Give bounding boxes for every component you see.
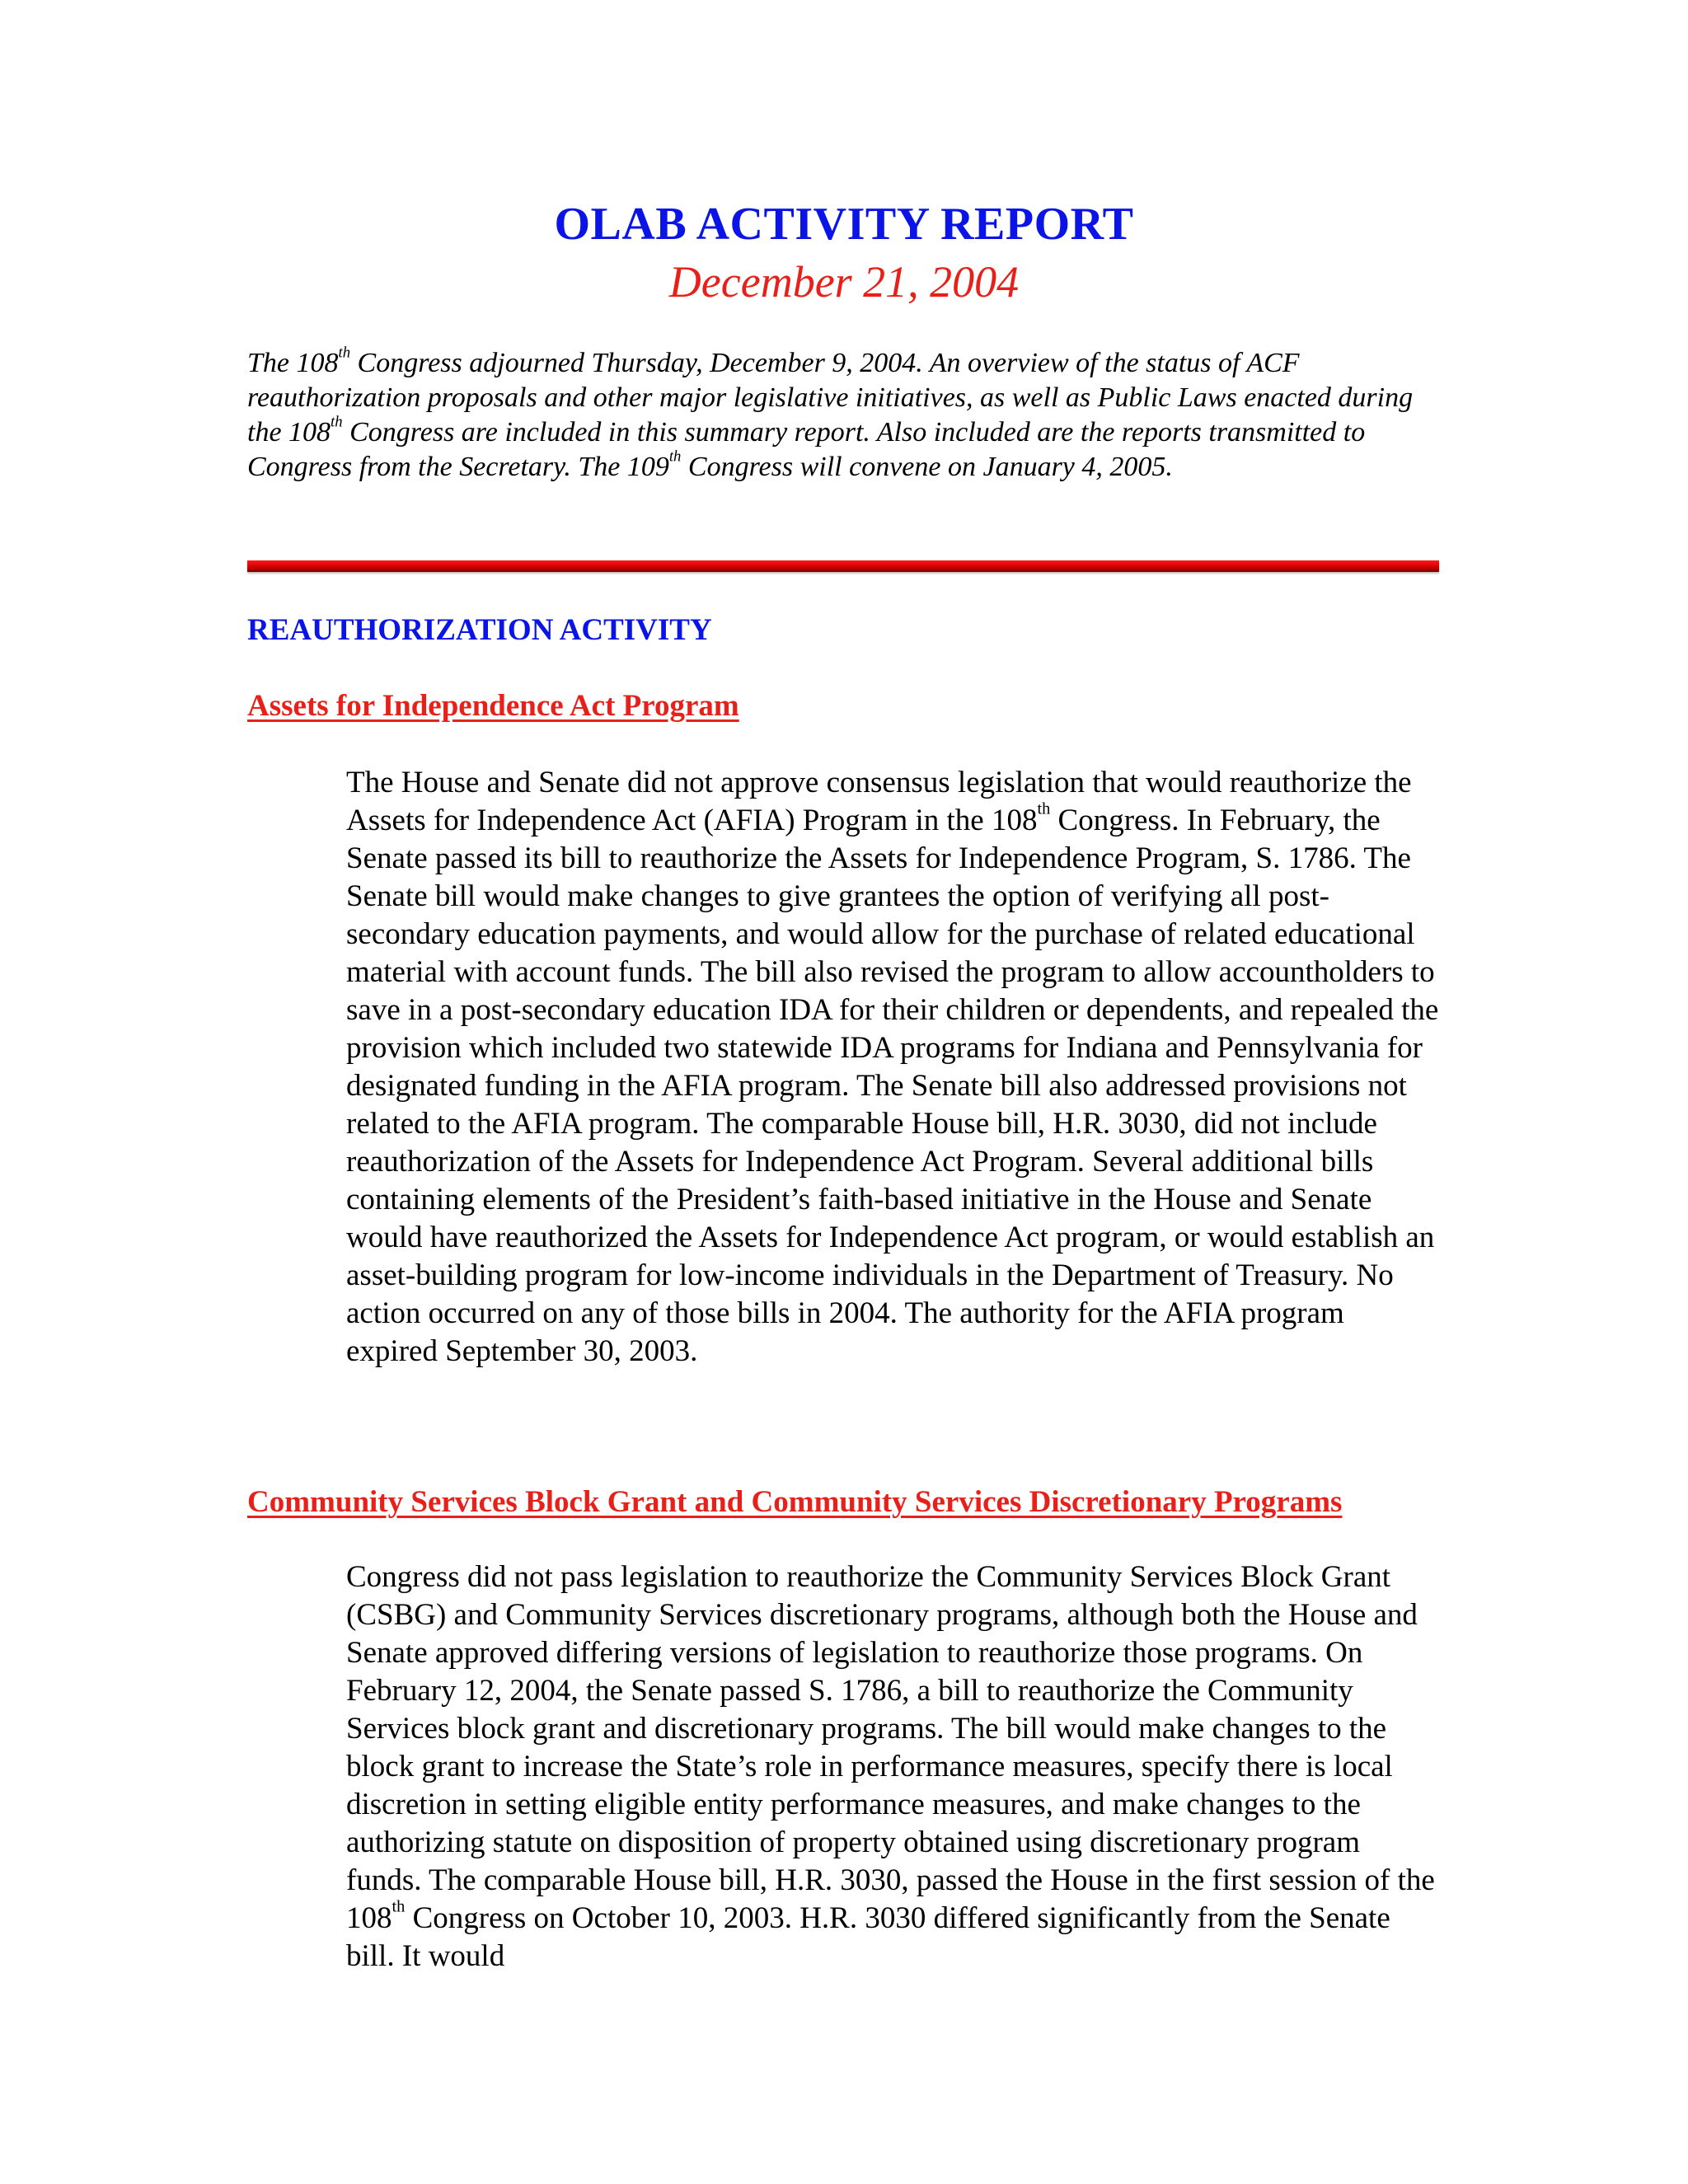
- ordinal-suffix: th: [338, 344, 351, 362]
- report-title: OLAB ACTIVITY REPORT: [554, 199, 1134, 250]
- subheading-afia: Assets for Independence Act Program: [247, 689, 739, 723]
- ordinal-suffix: th: [331, 413, 343, 431]
- csbg-text: Congress on October 10, 2003. H.R. 3030 differed significantly from the Senate bill. It would: [346, 1901, 1390, 1973]
- red-divider: [247, 560, 1439, 572]
- intro-text: Congress adjourned Thursday, December 9, 2004. An overview of the status of ACF reauthorization proposals and other major legislative initiatives, as well as Public Laws enacted during the 108: [247, 348, 1414, 448]
- intro-text: Congress will convene on January 4, 2005.: [681, 452, 1173, 482]
- subheading-csbg: Community Services Block Grant and Community Services Discretionary Programs: [247, 1485, 1343, 1519]
- afia-paragraph: [346, 764, 1442, 1371]
- afia-text: Congress. In February, the Senate passed its bill to reauthorize the Assets for Independence Program, S. 1786. The Senate bill would make changes to give grantees the option of verifying all post-secondary education payments, and would allow for the purchase of related educational material with account funds. The bill also revised the program to allow accountholders to save in a post-secondary education IDA for their children or dependents, and repealed the provision which included two statewide IDA programs for Indiana and Pennsylvania for designated funding in the AFIA program. The Senate bill also addressed provisions not related to the AFIA program. The comparable House bill, H.R. 3030, did not include reauthorization of the Assets for Independence Act Program. Several additional bills containing elements of the President’s faith-based initiative in the House and Senate would have reauthorized the Assets for Independence Act program, or would establish an asset-building program for low-income individuals in the Department of Treasury. No action occurred on any of those bills in 2004. The authority for the AFIA program expired September 30, 2003.: [346, 804, 1439, 1368]
- csbg-text: Congress did not pass legislation to reauthorize the Community Services Block Grant (CSBG) and Community Services discretionary programs, although both the House and Senate approved differing versions of legislation to reauthorize those programs. On February 12, 2004, the Senate passed S. 1786, a bill to reauthorize the Community Services block grant and discretionary programs. The bill would make changes to the block grant to increase the State’s role in performance measures, specify there is local discretion in setting eligible entity performance measures, and make changes to the authorizing statute on disposition of property obtained using discretionary program funds. The comparable House bill, H.R. 3030, passed the House in the first session of the 108: [346, 1560, 1435, 1935]
- report-date: December 21, 2004: [668, 257, 1020, 307]
- intro-paragraph: [247, 346, 1451, 485]
- ordinal-suffix: th: [668, 448, 682, 466]
- ordinal-suffix: th: [1037, 799, 1051, 818]
- afia-text: The House and Senate did not approve consensus legislation that would reauthorize the Assets for Independence Act (AFIA) Program in the 108: [346, 766, 1412, 837]
- intro-text: Congress are included in this summary report. Also included are the reports transmitted to Congress from the Secretary. The 109: [247, 417, 1366, 482]
- csbg-paragraph: [346, 1558, 1442, 1975]
- section-heading-reauthorization: REAUTHORIZATION ACTIVITY: [247, 613, 712, 647]
- ordinal-suffix: th: [392, 1897, 406, 1916]
- intro-text: The 108: [247, 348, 339, 378]
